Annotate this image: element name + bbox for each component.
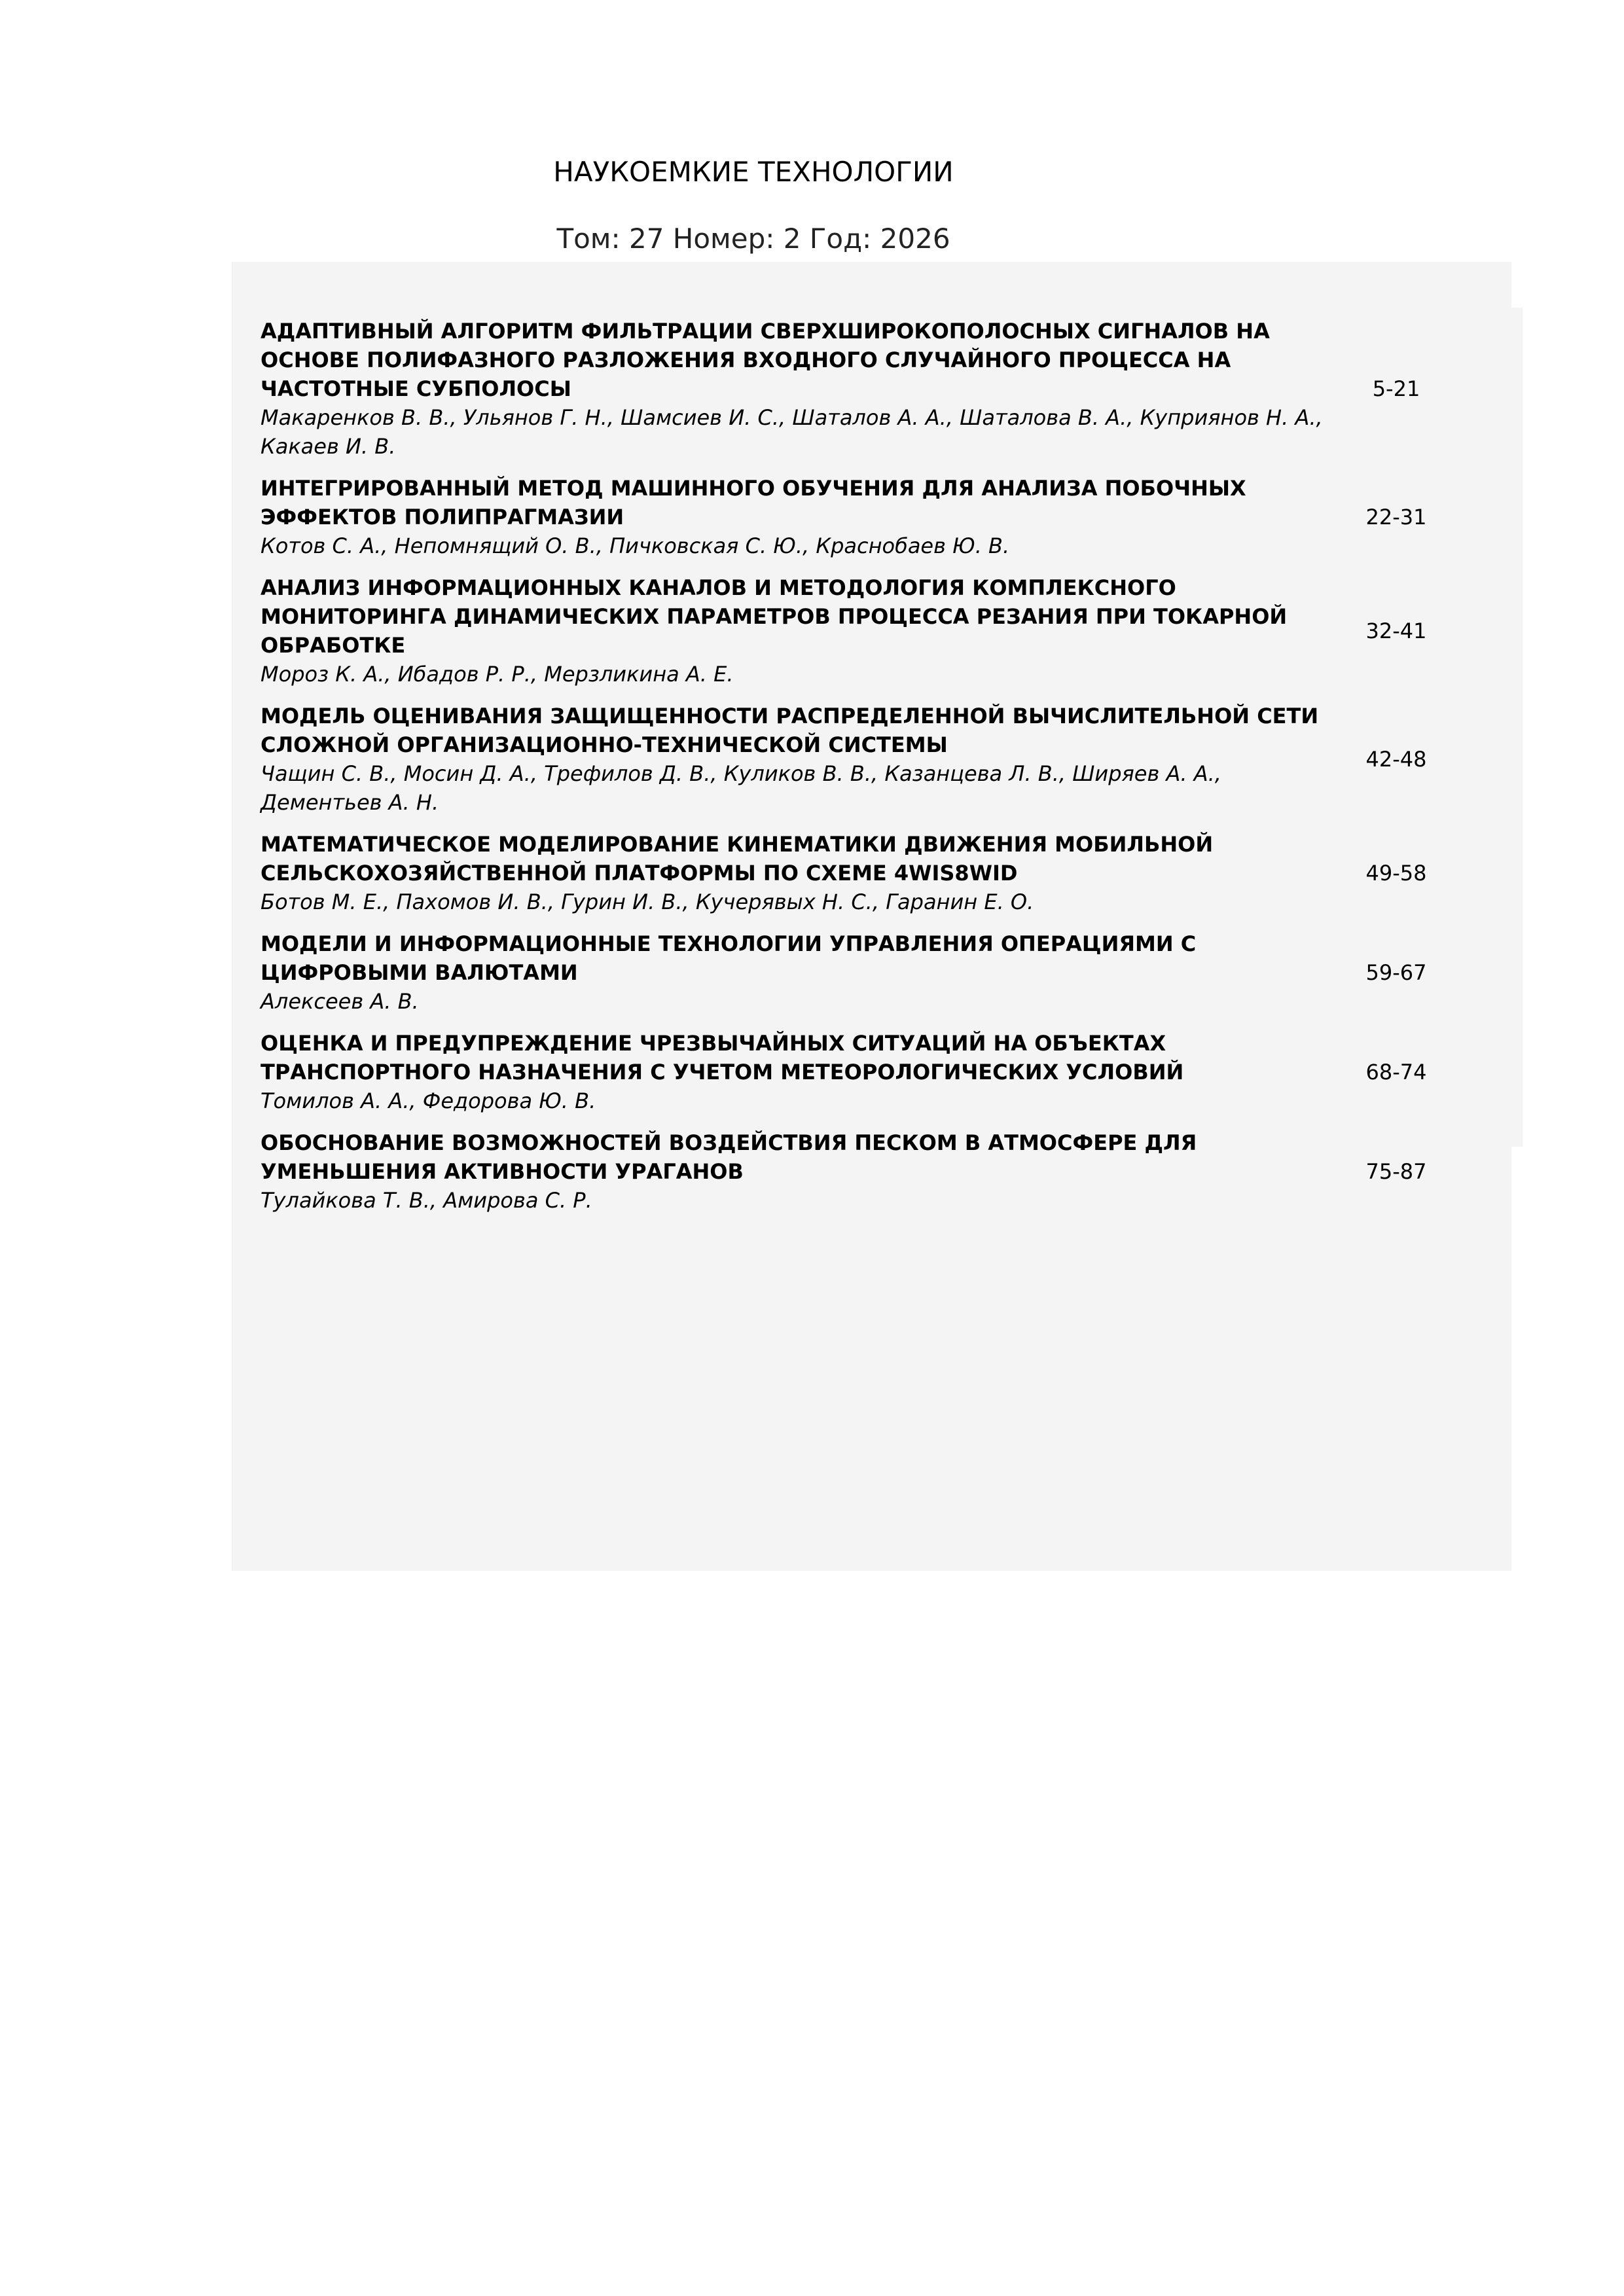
article-title[interactable]: ОЦЕНКА И ПРЕДУПРЕЖДЕНИЕ ЧРЕЗВЫЧАЙНЫХ СИТУАЦИЙ НА ОБЪЕКТАХ ТРАНСПОРТНОГО НАЗНАЧЕНИЯ С УЧЕТОМ МЕТЕОРОЛОГИЧЕСКИХ УСЛОВИЙ (261, 1031, 1184, 1085)
toc-entry-body (261, 1128, 1334, 1215)
toc-entry-body (261, 830, 1334, 916)
article-pages: 42-48 (1365, 747, 1427, 772)
issue-info: Том: 27 Номер: 2 Год: 2026 (556, 223, 950, 255)
contents-panel-edge (1486, 308, 1523, 1147)
article-title[interactable]: ОБОСНОВАНИЕ ВОЗМОЖНОСТЕЙ ВОЗДЕЙСТВИЯ ПЕСКОМ В АТМОСФЕРЕ ДЛЯ УМЕНЬШЕНИЯ АКТИВНОСТИ УРАГАНОВ (261, 1130, 1197, 1184)
toc-entry-body (261, 1029, 1334, 1115)
article-authors: Котов С. А., Непомнящий О. В., Пичковская С. Ю., Краснобаев Ю. В. (261, 533, 1010, 558)
article-title[interactable]: МОДЕЛЬ ОЦЕНИВАНИЯ ЗАЩИЩЕННОСТИ РАСПРЕДЕЛЕННОЙ ВЫЧИСЛИТЕЛЬНОЙ СЕТИ СЛОЖНОЙ ОРГАНИЗАЦИОННО-ТЕХНИЧЕСКОЙ СИСТЕМЫ (261, 704, 1319, 757)
article-pages: 32-41 (1365, 619, 1427, 643)
article-authors: Алексеев А. В. (261, 989, 419, 1014)
article-authors: Мороз К. А., Ибадов Р. Р., Мерзликина А. Е. (261, 662, 734, 687)
article-title[interactable]: МАТЕМАТИЧЕСКОЕ МОДЕЛИРОВАНИЕ КИНЕМАТИКИ ДВИЖЕНИЯ МОБИЛЬНОЙ СЕЛЬСКОХОЗЯЙСТВЕННОЙ ПЛАТФОРМЫ ПО СХЕМЕ 4WIS8WID (261, 832, 1214, 886)
toc-entry-body (261, 573, 1334, 689)
article-pages: 49-58 (1365, 861, 1427, 886)
article-title[interactable]: АДАПТИВНЫЙ АЛГОРИТМ ФИЛЬТРАЦИИ СВЕРХШИРОКОПОЛОСНЫХ СИГНАЛОВ НА ОСНОВЕ ПОЛИФАЗНОГО РАЗЛОЖЕНИЯ ВХОДНОГО СЛУЧАЙНОГО ПРОЦЕССА НА ЧАСТОТНЫЕ СУБПОЛОСЫ (261, 319, 1270, 401)
toc-entry (261, 1029, 1458, 1115)
article-authors: Томилов А. А., Федорова Ю. В. (261, 1088, 596, 1113)
toc-entry-body (261, 702, 1334, 817)
toc-entry-body (261, 317, 1334, 461)
article-pages: 75-87 (1365, 1159, 1427, 1184)
toc-entry (261, 573, 1458, 689)
article-authors: Ботов М. Е., Пахомов И. В., Гурин И. В., Кучерявых Н. С., Гаранин Е. О. (261, 889, 1034, 914)
article-authors: Чащин С. В., Мосин Д. А., Трефилов Д. В., Куликов В. В., Казанцева Л. В., Ширяев А. А., Дементьев А. Н. (261, 761, 1221, 815)
article-title[interactable]: МОДЕЛИ И ИНФОРМАЦИОННЫЕ ТЕХНОЛОГИИ УПРАВЛЕНИЯ ОПЕРАЦИЯМИ С ЦИФРОВЫМИ ВАЛЮТАМИ (261, 931, 1197, 985)
toc-entry (261, 1128, 1458, 1215)
toc-entry (261, 317, 1458, 461)
journal-title: НАУКОЕМКИЕ ТЕХНОЛОГИИ (553, 156, 954, 188)
article-authors: Макаренков В. В., Ульянов Г. Н., Шамсиев И. С., Шаталов А. А., Шаталова В. А., Куприянов Н. А., Какаев И. В. (261, 405, 1323, 459)
article-title[interactable]: АНАЛИЗ ИНФОРМАЦИОННЫХ КАНАЛОВ И МЕТОДОЛОГИЯ КОМПЛЕКСНОГО МОНИТОРИНГА ДИНАМИЧЕСКИХ ПАРАМЕТРОВ ПРОЦЕССА РЕЗАНИЯ ПРИ ТОКАРНОЙ ОБРАБОТКЕ (261, 575, 1288, 658)
article-pages: 5-21 (1372, 376, 1420, 401)
toc-entry-body (261, 474, 1334, 560)
toc-entry-body (261, 929, 1334, 1016)
article-pages: 59-67 (1365, 960, 1427, 985)
article-authors: Тулайкова Т. В., Амирова С. Р. (261, 1188, 592, 1213)
toc-entry (261, 702, 1458, 817)
toc-entry (261, 830, 1458, 916)
toc-entry (261, 474, 1458, 560)
article-pages: 22-31 (1365, 505, 1427, 529)
article-title[interactable]: ИНТЕГРИРОВАННЫЙ МЕТОД МАШИННОГО ОБУЧЕНИЯ ДЛЯ АНАЛИЗА ПОБОЧНЫХ ЭФФЕКТОВ ПОЛИПРАГМАЗИИ (261, 476, 1246, 529)
table-of-contents (261, 317, 1458, 1228)
article-pages: 68-74 (1365, 1060, 1427, 1085)
toc-entry (261, 929, 1458, 1016)
